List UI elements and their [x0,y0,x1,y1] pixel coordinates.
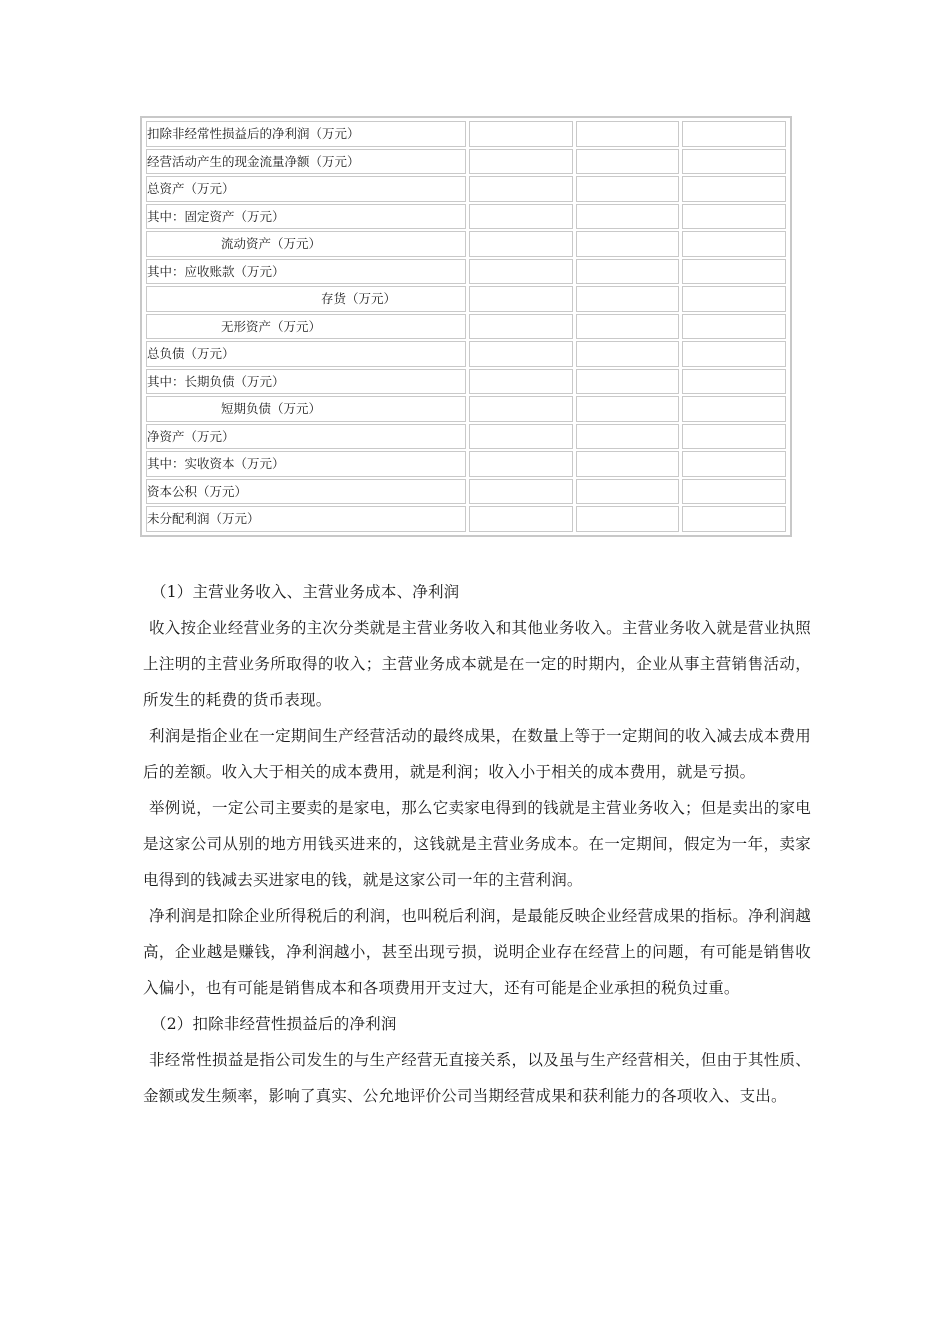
value-cell [469,341,573,367]
paragraph-net-profit: 净利润是扣除企业所得税后的利润，也叫税后利润，是最能反映企业经营成果的指标。净利润越高，企业越是赚钱，净利润越小，甚至出现亏损，说明企业存在经营上的问题，有可能是销售收入偏小，也有可能是销售成本和各项费用开支过大，还有可能是企业承担的税负过重。 [143,907,811,997]
paragraph-revenue-cost: 收入按企业经营业务的主次分类就是主营业务收入和其他业务收入。主营业务收入就是营业执照上注明的主营业务所取得的收入；主营业务成本就是在一定的时期内，企业从事主营销售活动，所发生的耗费的货币表现。 [143,619,811,709]
value-cell [576,231,680,257]
body-text [143,574,811,1114]
value-cell [682,259,786,285]
value-cell [469,204,573,230]
value-cell [469,396,573,422]
row-label: 扣除非经常性损益后的净利润（万元） [146,121,466,147]
section-heading-1: （1）主营业务收入、主营业务成本、净利润 [151,583,460,601]
value-cell [469,451,573,477]
row-label: 短期负债（万元） [146,396,466,422]
table-row [146,396,786,422]
table-row [146,506,786,532]
value-cell [576,286,680,312]
value-cell [469,286,573,312]
financial-indicator-table [140,116,792,537]
value-cell [682,451,786,477]
row-label: 净资产（万元） [146,424,466,450]
paragraph-example: 举例说，一定公司主要卖的是家电，那么它卖家电得到的钱就是主营业务收入；但是卖出的家电是这家公司从别的地方用钱买进来的，这钱就是主营业务成本。在一定期间，假定为一年，卖家电得到的钱减去买进家电的钱，就是这家公司一年的主营利润。 [143,799,811,889]
value-cell [469,176,573,202]
section-heading-2: （2）扣除非经营性损益后的净利润 [151,1015,397,1033]
value-cell [469,479,573,505]
value-cell [576,314,680,340]
value-cell [682,314,786,340]
value-cell [682,506,786,532]
table-row [146,424,786,450]
value-cell [576,479,680,505]
value-cell [576,259,680,285]
row-label: 未分配利润（万元） [146,506,466,532]
row-label: 其中：实收资本（万元） [146,451,466,477]
row-label: 总负债（万元） [146,341,466,367]
value-cell [576,396,680,422]
value-cell [682,341,786,367]
value-cell [469,231,573,257]
value-cell [682,286,786,312]
table-row [146,451,786,477]
value-cell [682,479,786,505]
table-row [146,479,786,505]
row-label: 流动资产（万元） [146,231,466,257]
value-cell [576,451,680,477]
value-cell [576,149,680,175]
table-row [146,341,786,367]
value-cell [469,149,573,175]
paragraph-profit-definition: 利润是指企业在一定期间生产经营活动的最终成果，在数量上等于一定期间的收入减去成本费用后的差额。收入大于相关的成本费用，就是利润；收入小于相关的成本费用，就是亏损。 [143,727,811,781]
value-cell [469,121,573,147]
row-label: 其中：固定资产（万元） [146,204,466,230]
financial-table-grid [143,119,789,534]
value-cell [682,369,786,395]
row-label: 资本公积（万元） [146,479,466,505]
value-cell [576,176,680,202]
value-cell [469,424,573,450]
value-cell [469,314,573,340]
row-label: 存货（万元） [146,286,466,312]
row-label: 其中：应收账款（万元） [146,259,466,285]
value-cell [576,121,680,147]
value-cell [682,204,786,230]
value-cell [682,176,786,202]
paragraph-non-recurring: 非经常性损益是指公司发生的与生产经营无直接关系，以及虽与生产经营相关，但由于其性质、金额或发生频率，影响了真实、公允地评价公司当期经营成果和获利能力的各项收入、支出。 [143,1051,811,1105]
value-cell [576,341,680,367]
value-cell [682,121,786,147]
table-row [146,121,786,147]
table-row [146,314,786,340]
value-cell [469,259,573,285]
table-row [146,176,786,202]
value-cell [469,369,573,395]
value-cell [682,231,786,257]
row-label: 经营活动产生的现金流量净额（万元） [146,149,466,175]
row-label: 总资产（万元） [146,176,466,202]
value-cell [682,396,786,422]
value-cell [469,506,573,532]
table-row [146,369,786,395]
table-row [146,259,786,285]
table-row [146,231,786,257]
table-body [146,121,786,532]
row-label: 无形资产（万元） [146,314,466,340]
value-cell [682,149,786,175]
value-cell [576,424,680,450]
table-row [146,204,786,230]
value-cell [576,369,680,395]
row-label: 其中：长期负债（万元） [146,369,466,395]
value-cell [576,204,680,230]
table-row [146,149,786,175]
value-cell [682,424,786,450]
table-row [146,286,786,312]
value-cell [576,506,680,532]
